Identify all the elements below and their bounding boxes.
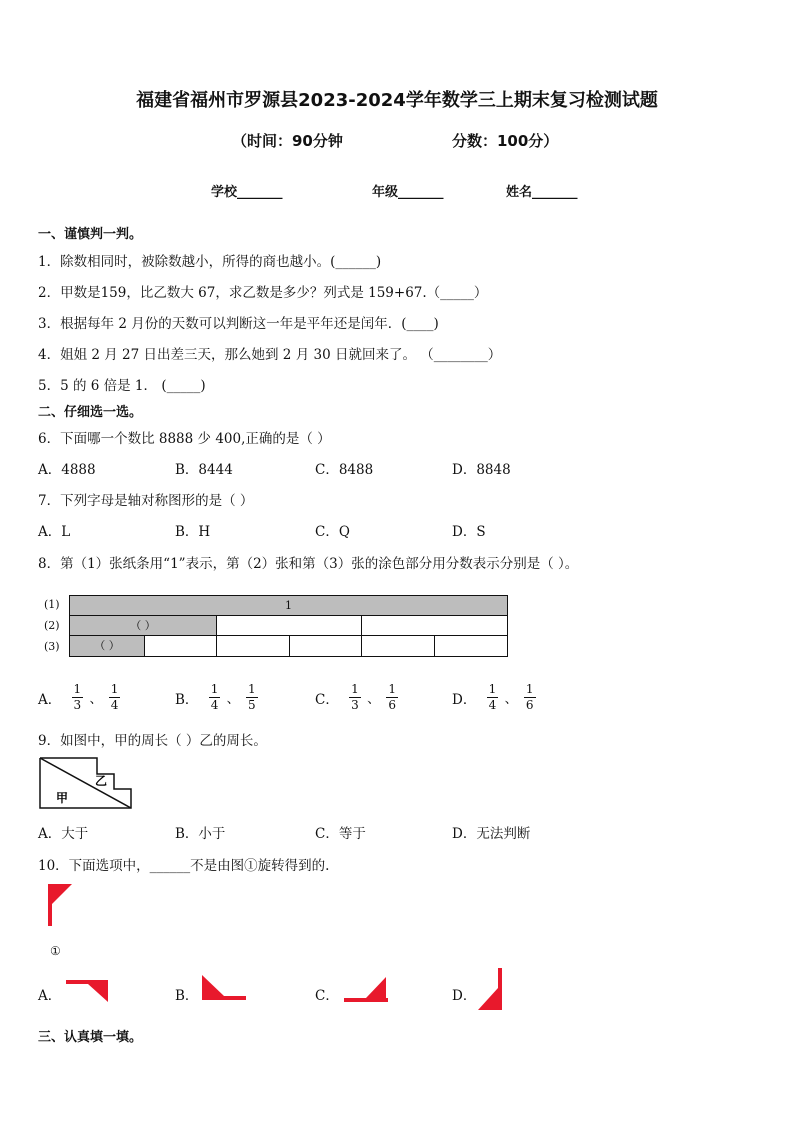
flag-triangle — [52, 884, 72, 904]
q8-option-a-label: A． — [38, 691, 62, 708]
q8-option-c-label: C． — [315, 691, 339, 708]
q10-flag-a — [66, 980, 110, 1004]
q7-option-c: C．Q — [315, 524, 350, 540]
q7-option-a: A．L — [38, 524, 71, 540]
q6-option-b: B．8444 — [175, 462, 233, 478]
fraction: $\frac{1}{4}$ — [110, 682, 119, 712]
fraction: $\frac{1}{4}$ — [488, 682, 497, 712]
question-9: 9．如图中，甲的周长（ ）乙的周长。 — [38, 733, 267, 749]
fraction: $\frac{1}{5}$ — [247, 682, 256, 712]
label-jia: 甲 — [56, 791, 69, 805]
strip-3-part — [361, 635, 435, 657]
question-4: 4．姐姐 2 月 27 日出差三天，那么她到 2 月 30 日就回来了。 （________） — [38, 347, 502, 363]
question-3: 3．根据每年 2 月份的天数可以判断这一年是平年还是闰年．(____) — [38, 316, 439, 332]
q10-option-c: C． — [315, 988, 339, 1004]
page-title: 福建省福州市罗源县2023-2024学年数学三上期末复习检测试题 — [136, 90, 658, 111]
score-label: 分数：100分） — [452, 132, 559, 150]
question-10: 10．下面选项中，______不是由图①旋转得到的. — [38, 858, 330, 874]
fraction: $\frac{1}{4}$ — [210, 682, 219, 712]
school-field: 学校_______ — [211, 185, 283, 200]
q10-option-b: B． — [175, 988, 199, 1004]
strip-1 — [69, 595, 508, 616]
flag-triangle — [478, 988, 498, 1010]
strip-2-part — [216, 615, 362, 636]
q10-flag-b — [202, 975, 248, 1001]
q8-option-b: B． $\frac{1}{4}$ 、 $\frac{1}{5}$ — [175, 682, 256, 712]
q9-option-c: C．等于 — [315, 826, 366, 842]
q9-option-d: D．无法判断 — [452, 826, 531, 842]
figure-diagonal — [40, 758, 131, 808]
question-8: 8．第（1）张纸条用“1”表示，第（2）张和第（3）张的涂色部分用分数表示分别是（ ）。 — [38, 556, 579, 572]
q7-option-d: D．S — [452, 524, 486, 540]
q8-option-b-label: B． — [175, 691, 199, 708]
label-yi: 乙 — [95, 774, 108, 788]
strip-label-1: (1) — [44, 598, 60, 611]
flag-triangle — [202, 975, 224, 996]
q8-option-c: C． $\frac{1}{3}$ 、 $\frac{1}{6}$ — [315, 682, 397, 712]
flag-pole — [202, 996, 246, 1000]
strip-3-part — [434, 635, 508, 657]
q10-option-d: D． — [452, 988, 477, 1004]
fraction: $\frac{1}{3}$ — [73, 682, 82, 712]
fraction: $\frac{1}{6}$ — [525, 682, 534, 712]
grade-field: 年级_______ — [372, 185, 444, 200]
flag-triangle — [88, 984, 108, 1002]
q6-option-a: A．4888 — [38, 462, 96, 478]
section2-heading: 二、仔细选一选。 — [38, 405, 143, 420]
strip-3-label: （ ） — [94, 639, 120, 652]
strip-3-part — [69, 635, 145, 657]
strip-3-part — [216, 635, 290, 657]
flag-pole — [66, 980, 108, 984]
time-label: （时间：90分钟 — [232, 132, 343, 150]
question-1: 1．除数相同时，被除数越小，所得的商也越小。(______) — [38, 254, 382, 270]
strip-2-part — [69, 615, 217, 636]
figure-1-label: ① — [50, 944, 61, 958]
q10-flag-c — [344, 977, 390, 1003]
section3-heading: 三、认真填一填。 — [38, 1030, 143, 1045]
q8-option-d: D． $\frac{1}{4}$ 、 $\frac{1}{6}$ — [452, 682, 534, 712]
strip-label-3: (3) — [44, 640, 60, 653]
fraction: $\frac{1}{3}$ — [351, 682, 359, 712]
q6-option-d: D．8848 — [452, 462, 511, 478]
flag-figure-1 — [48, 884, 76, 928]
strip-3-part — [144, 635, 217, 657]
flag-triangle — [366, 977, 386, 998]
strip-2-part — [361, 615, 508, 636]
question-5: 5．5 的 6 倍是 1． (_____) — [38, 378, 206, 394]
q6-option-c: C．8488 — [315, 462, 374, 478]
strip-1-label: 1 — [285, 599, 292, 612]
section1-heading: 一、谨慎判一判。 — [38, 227, 143, 242]
question-6: 6．下面哪一个数比 8888 少 400,正确的是（ ） — [38, 431, 331, 447]
flag-pole — [344, 998, 388, 1002]
strip-3-part — [289, 635, 362, 657]
q8-option-a: A． $\frac{1}{3}$ 、 $\frac{1}{4}$ — [38, 682, 119, 712]
name-field: 姓名_______ — [506, 185, 578, 200]
q10-flag-d — [477, 968, 505, 1012]
perimeter-figure — [39, 757, 133, 809]
strip-2-label: （ ） — [130, 619, 156, 632]
question-2: 2．甲数是159，比乙数大 67，求乙数是多少？列式是 159+67.（_____） — [38, 285, 488, 301]
q8-option-d-label: D． — [452, 691, 477, 708]
q9-option-b: B．小于 — [175, 826, 226, 842]
q7-option-b: B．H — [175, 524, 211, 540]
flag-pole — [498, 968, 502, 1010]
question-7: 7．下列字母是轴对称图形的是（ ） — [38, 493, 254, 509]
strip-label-2: (2) — [44, 619, 60, 632]
q10-option-a: A． — [38, 988, 62, 1004]
q9-option-a: A．大于 — [38, 826, 89, 842]
fraction: $\frac{1}{6}$ — [388, 682, 397, 712]
flag-pole — [48, 884, 52, 926]
